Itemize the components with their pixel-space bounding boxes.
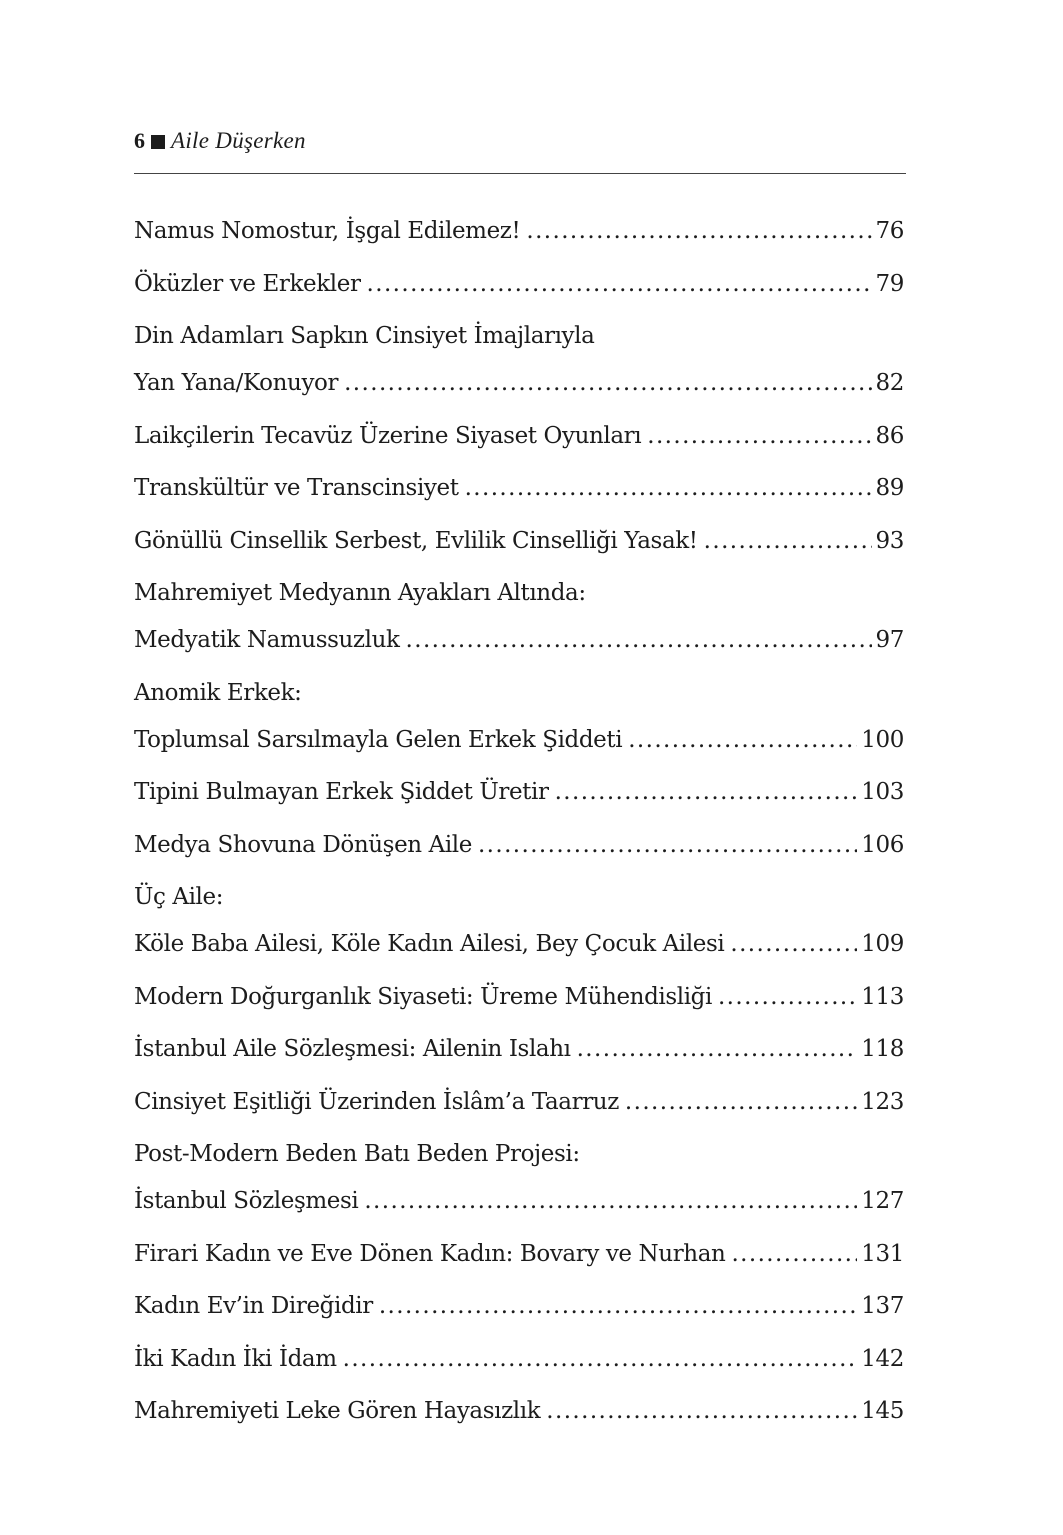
toc-entry-title: Laikçilerin Tecavüz Üzerine Siyaset Oyunları <box>134 422 642 449</box>
toc-page-number: 123 <box>861 1088 904 1115</box>
toc-entry <box>134 313 904 407</box>
toc-page-number: 109 <box>861 931 904 957</box>
dot-leader <box>546 1388 857 1435</box>
toc-page-number: 103 <box>861 779 904 805</box>
dot-leader <box>555 769 858 816</box>
toc-entry <box>134 1283 904 1330</box>
toc-page-number: 79 <box>875 270 904 297</box>
dot-leader <box>718 974 857 1021</box>
toc-entry <box>134 261 904 308</box>
toc-entry-title: Medyatik Namussuzluk <box>134 627 400 653</box>
dot-leader <box>628 717 857 764</box>
toc-entry-final-line <box>134 717 904 764</box>
toc-page-number: 113 <box>861 983 904 1010</box>
toc-entry-final-line <box>134 1231 904 1278</box>
toc-entry <box>134 208 904 255</box>
dot-leader <box>704 518 872 565</box>
toc-entry <box>134 413 904 460</box>
toc-entry-title: Transkültür ve Transcinsiyet <box>134 475 459 501</box>
toc-entry-final-line <box>134 518 904 565</box>
toc-page-number: 137 <box>861 1293 904 1319</box>
dot-leader <box>343 1336 858 1383</box>
dot-leader <box>406 617 872 664</box>
toc-entry-title: Din Adamları Sapkın Cinsiyet İmajlarıyla <box>134 323 595 349</box>
toc-entry <box>134 518 904 565</box>
dot-leader <box>367 261 872 308</box>
toc-page-number: 93 <box>875 527 904 554</box>
toc-entry-title: Firari Kadın ve Eve Dönen Kadın: Bovary ve Nurhan <box>134 1240 726 1267</box>
running-header <box>134 128 906 162</box>
toc-page-number: 145 <box>861 1398 904 1424</box>
dot-leader <box>731 1231 857 1278</box>
toc-entry <box>134 874 904 968</box>
toc-entry-final-line <box>134 1026 904 1073</box>
toc-entry-final-line <box>134 822 904 869</box>
toc-page-number: 127 <box>861 1188 904 1214</box>
dot-leader <box>465 465 872 512</box>
toc-entry-title: Cinsiyet Eşitliği Üzerinden İslâm’a Taarruz <box>134 1088 619 1115</box>
toc-entry-title: Anomik Erkek: <box>134 679 302 706</box>
toc-page-number: 82 <box>875 370 904 396</box>
toc-page-number: 97 <box>875 627 904 653</box>
toc-entry-title: Modern Doğurganlık Siyaseti: Üreme Mühendisliği <box>134 983 712 1010</box>
toc-entry-title: Mahremiyet Medyanın Ayakları Altında: <box>134 580 586 606</box>
toc-entry-title: Mahremiyeti Leke Gören Hayasızlık <box>134 1398 541 1424</box>
toc-entry-title: İstanbul Aile Sözleşmesi: Ailenin Islahı <box>134 1036 571 1062</box>
header-rule <box>134 173 906 174</box>
toc-entry <box>134 1388 904 1435</box>
toc-entry <box>134 1231 904 1278</box>
dot-leader <box>730 921 857 968</box>
toc-entry-title-line <box>134 874 904 921</box>
toc-page-number: 89 <box>875 475 904 501</box>
page-number: 6 <box>134 128 145 153</box>
toc-entry-final-line <box>134 921 904 968</box>
toc-entry-final-line <box>134 617 904 664</box>
toc-entry-title-line <box>134 313 904 360</box>
toc-page-number: 142 <box>861 1345 904 1372</box>
square-bullet-icon <box>151 135 165 149</box>
toc-entry-title: İstanbul Sözleşmesi <box>134 1188 359 1214</box>
toc-entry-final-line <box>134 413 904 460</box>
toc-page-number: 86 <box>875 422 904 449</box>
toc-entry-title-line <box>134 670 904 717</box>
toc-entry <box>134 1079 904 1126</box>
toc-entry-final-line <box>134 1336 904 1383</box>
toc-entry-title: Post-Modern Beden Batı Beden Projesi: <box>134 1141 580 1167</box>
toc-entry-title: Öküzler ve Erkekler <box>134 270 361 297</box>
toc-entry <box>134 822 904 869</box>
dot-leader <box>647 413 871 460</box>
toc-entry <box>134 465 904 512</box>
toc-entry-title: Üç Aile: <box>134 884 224 910</box>
toc-page-number: 106 <box>861 831 904 858</box>
toc-entry-final-line <box>134 261 904 308</box>
dot-leader <box>344 360 871 407</box>
toc-entry <box>134 670 904 764</box>
toc-entry-final-line <box>134 360 904 407</box>
toc-entry <box>134 974 904 1021</box>
toc-entry-final-line <box>134 1178 904 1225</box>
toc-entry-title: Toplumsal Sarsılmayla Gelen Erkek Şiddeti <box>134 726 623 753</box>
dot-leader <box>364 1178 857 1225</box>
toc-entry-final-line <box>134 465 904 512</box>
toc-entry-title: Namus Nomostur, İşgal Edilemez! <box>134 218 521 244</box>
toc-entry-final-line <box>134 769 904 816</box>
toc-entry-final-line <box>134 1079 904 1126</box>
toc-page-number: 76 <box>875 218 904 244</box>
table-of-contents <box>134 208 904 1441</box>
toc-entry-final-line <box>134 1283 904 1330</box>
toc-entry-title: Köle Baba Ailesi, Köle Kadın Ailesi, Bey Çocuk Ailesi <box>134 931 725 957</box>
book-title: Aile Düşerken <box>171 128 306 153</box>
toc-entry-title-line <box>134 570 904 617</box>
toc-entry-title: Gönüllü Cinsellik Serbest, Evlilik Cinselliği Yasak! <box>134 527 698 554</box>
toc-entry-final-line <box>134 208 904 255</box>
toc-entry <box>134 1336 904 1383</box>
toc-entry-title: Kadın Ev’in Direğidir <box>134 1293 373 1319</box>
toc-page-number: 131 <box>861 1240 904 1267</box>
toc-entry-title-line <box>134 1131 904 1178</box>
toc-entry <box>134 1026 904 1073</box>
dot-leader <box>478 822 857 869</box>
dot-leader <box>526 208 871 255</box>
toc-entry-title: Yan Yana/Konuyor <box>134 370 339 396</box>
toc-page-number: 118 <box>861 1036 904 1062</box>
toc-entry <box>134 570 904 664</box>
toc-page-number: 100 <box>861 726 904 753</box>
toc-entry-title: Tipini Bulmayan Erkek Şiddet Üretir <box>134 779 549 805</box>
toc-entry <box>134 1131 904 1225</box>
dot-leader <box>577 1026 858 1073</box>
toc-entry-title: Medya Shovuna Dönüşen Aile <box>134 831 472 858</box>
toc-entry-final-line <box>134 974 904 1021</box>
toc-entry-title: İki Kadın İki İdam <box>134 1345 337 1372</box>
toc-entry-final-line <box>134 1388 904 1435</box>
dot-leader <box>379 1283 857 1330</box>
toc-entry <box>134 769 904 816</box>
dot-leader <box>625 1079 857 1126</box>
